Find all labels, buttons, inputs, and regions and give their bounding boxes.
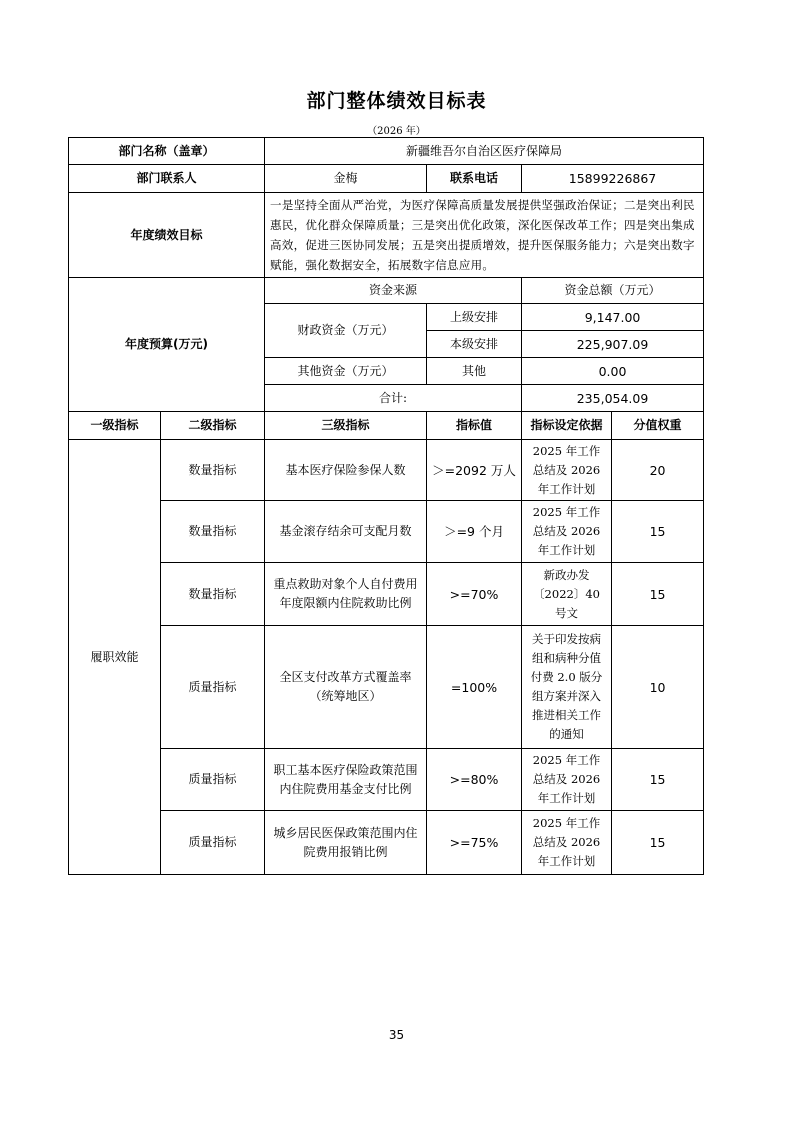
- dept-contact-label: 部门联系人: [69, 165, 265, 193]
- table-row: [69, 501, 704, 563]
- indicator-value: >=80%: [427, 749, 522, 811]
- header-level2: 二级指标: [161, 412, 265, 440]
- header-weight: 分值权重: [612, 412, 704, 440]
- fund-source-header: 资金来源: [265, 278, 522, 304]
- upper-allocation-value: 9,147.00: [522, 304, 704, 331]
- phone-label: 联系电话: [427, 165, 522, 193]
- page-title: 部门整体绩效目标表: [306, 90, 487, 112]
- indicator-weight: 15: [612, 563, 704, 626]
- annual-goals-row: [69, 193, 704, 278]
- dept-contact-value: 金梅: [265, 165, 427, 193]
- basis-line: 推进相关工作: [532, 708, 602, 722]
- basis-line: 总结及 2026: [532, 835, 601, 849]
- performance-table: [68, 137, 704, 875]
- basis-line: 2025 年工作: [532, 505, 601, 519]
- indicator-weight: 20: [612, 440, 704, 501]
- other-fund-value: 0.00: [522, 358, 704, 385]
- level2-indicator: 质量指标: [161, 749, 265, 811]
- header-value: 指标值: [427, 412, 522, 440]
- fiscal-fund-label: 财政资金（万元）: [265, 304, 427, 358]
- indicator-value: ＞=2092 万人: [427, 440, 522, 501]
- phone-value: 15899226867: [522, 165, 704, 193]
- dept-name-value: 新疆维吾尔自治区医疗保障局: [265, 138, 704, 165]
- indicator-value: >=75%: [427, 811, 522, 875]
- upper-allocation-label: 上级安排: [427, 304, 522, 331]
- level2-indicator: 质量指标: [161, 626, 265, 749]
- local-allocation-value: 225,907.09: [522, 331, 704, 358]
- budget-header-row: [69, 278, 704, 304]
- year-subtitle: （2026 年）: [367, 126, 426, 137]
- sum-label: 合计:: [265, 385, 522, 412]
- indicator-header-row: [69, 412, 704, 440]
- annual-goals-text: 一是坚持全面从严治党，为医疗保障高质量发展提供坚强政治保证；二是突出利民惠民，优化群众保障质量；三是突出优化政策，深化医保改革工作；四是突出集成高效，促进三医协同发展；五是突出提质增效，提升医保服务能力；六是突出数字赋能，强化数据安全，拓展数字信息应用。: [265, 193, 704, 278]
- header-level1: 一级指标: [69, 412, 161, 440]
- basis-line: 2025 年工作: [532, 816, 601, 830]
- local-allocation-label: 本级安排: [427, 331, 522, 358]
- basis-line: 总结及 2026: [532, 524, 601, 538]
- level3-indicator: 全区支付改革方式覆盖率（统筹地区）: [265, 626, 427, 749]
- level2-indicator: 质量指标: [161, 811, 265, 875]
- level2-indicator: 数量指标: [161, 440, 265, 501]
- dept-name-row: [69, 138, 704, 165]
- level3-indicator: 重点救助对象个人自付费用年度限额内住院救助比例: [265, 563, 427, 626]
- table-row: [69, 563, 704, 626]
- level2-indicator: 数量指标: [161, 563, 265, 626]
- basis-line: 年工作计划: [537, 854, 596, 868]
- table-row: [69, 626, 704, 749]
- basis-line: 新政办发: [543, 567, 590, 582]
- annual-goals-label: 年度绩效目标: [69, 193, 265, 278]
- level3-indicator: 城乡居民医保政策范围内住院费用报销比例: [265, 811, 427, 875]
- other-sub-label: 其他: [427, 358, 522, 385]
- other-fund-label: 其他资金（万元）: [265, 358, 427, 385]
- basis-line: 2025 年工作: [532, 443, 601, 458]
- basis-line: 年工作计划: [537, 791, 596, 805]
- indicator-basis: [522, 811, 612, 875]
- level3-indicator: 基本医疗保险参保人数: [265, 440, 427, 501]
- page-number: 35: [388, 1028, 405, 1042]
- indicator-basis: [522, 563, 612, 626]
- basis-line: 总结及 2026: [532, 462, 601, 477]
- basis-line: 〔2022〕40: [533, 586, 600, 601]
- table-row: [69, 440, 704, 501]
- basis-line: 年工作计划: [537, 543, 596, 557]
- table-row: [69, 811, 704, 875]
- basis-line: 总结及 2026: [532, 772, 601, 786]
- header-basis: 指标设定依据: [522, 412, 612, 440]
- basis-line: 组方案并深入: [532, 689, 602, 703]
- basis-line: 的通知: [549, 727, 584, 741]
- indicator-weight: 15: [612, 501, 704, 563]
- indicator-value: >=70%: [427, 563, 522, 626]
- dept-contact-row: [69, 165, 704, 193]
- header-level3: 三级指标: [265, 412, 427, 440]
- indicator-value: =100%: [427, 626, 522, 749]
- basis-line: 组和病种分值: [532, 651, 602, 665]
- basis-line: 关于印发按病: [532, 632, 602, 646]
- basis-line: 2025 年工作: [532, 753, 601, 767]
- indicator-value: ＞=9 个月: [427, 501, 522, 563]
- indicator-basis: [522, 440, 612, 501]
- annual-budget-label: 年度预算(万元): [69, 278, 265, 412]
- indicator-weight: 15: [612, 811, 704, 875]
- indicator-basis: [522, 749, 612, 811]
- basis-line: 号文: [555, 605, 579, 620]
- indicator-basis: [522, 501, 612, 563]
- level2-indicator: 数量指标: [161, 501, 265, 563]
- dept-name-label: 部门名称（盖章）: [69, 138, 265, 165]
- fund-total-header: 资金总额（万元）: [522, 278, 704, 304]
- level3-indicator: 基金滚存结余可支配月数: [265, 501, 427, 563]
- indicator-basis: [522, 626, 612, 749]
- basis-line: 年工作计划: [537, 481, 596, 496]
- basis-line: 付费 2.0 版分: [530, 670, 603, 684]
- table-row: [69, 749, 704, 811]
- level3-indicator: 职工基本医疗保险政策范围内住院费用基金支付比例: [265, 749, 427, 811]
- indicator-weight: 15: [612, 749, 704, 811]
- sum-value: 235,054.09: [522, 385, 704, 412]
- indicator-weight: 10: [612, 626, 704, 749]
- level1-indicator: 履职效能: [69, 440, 161, 875]
